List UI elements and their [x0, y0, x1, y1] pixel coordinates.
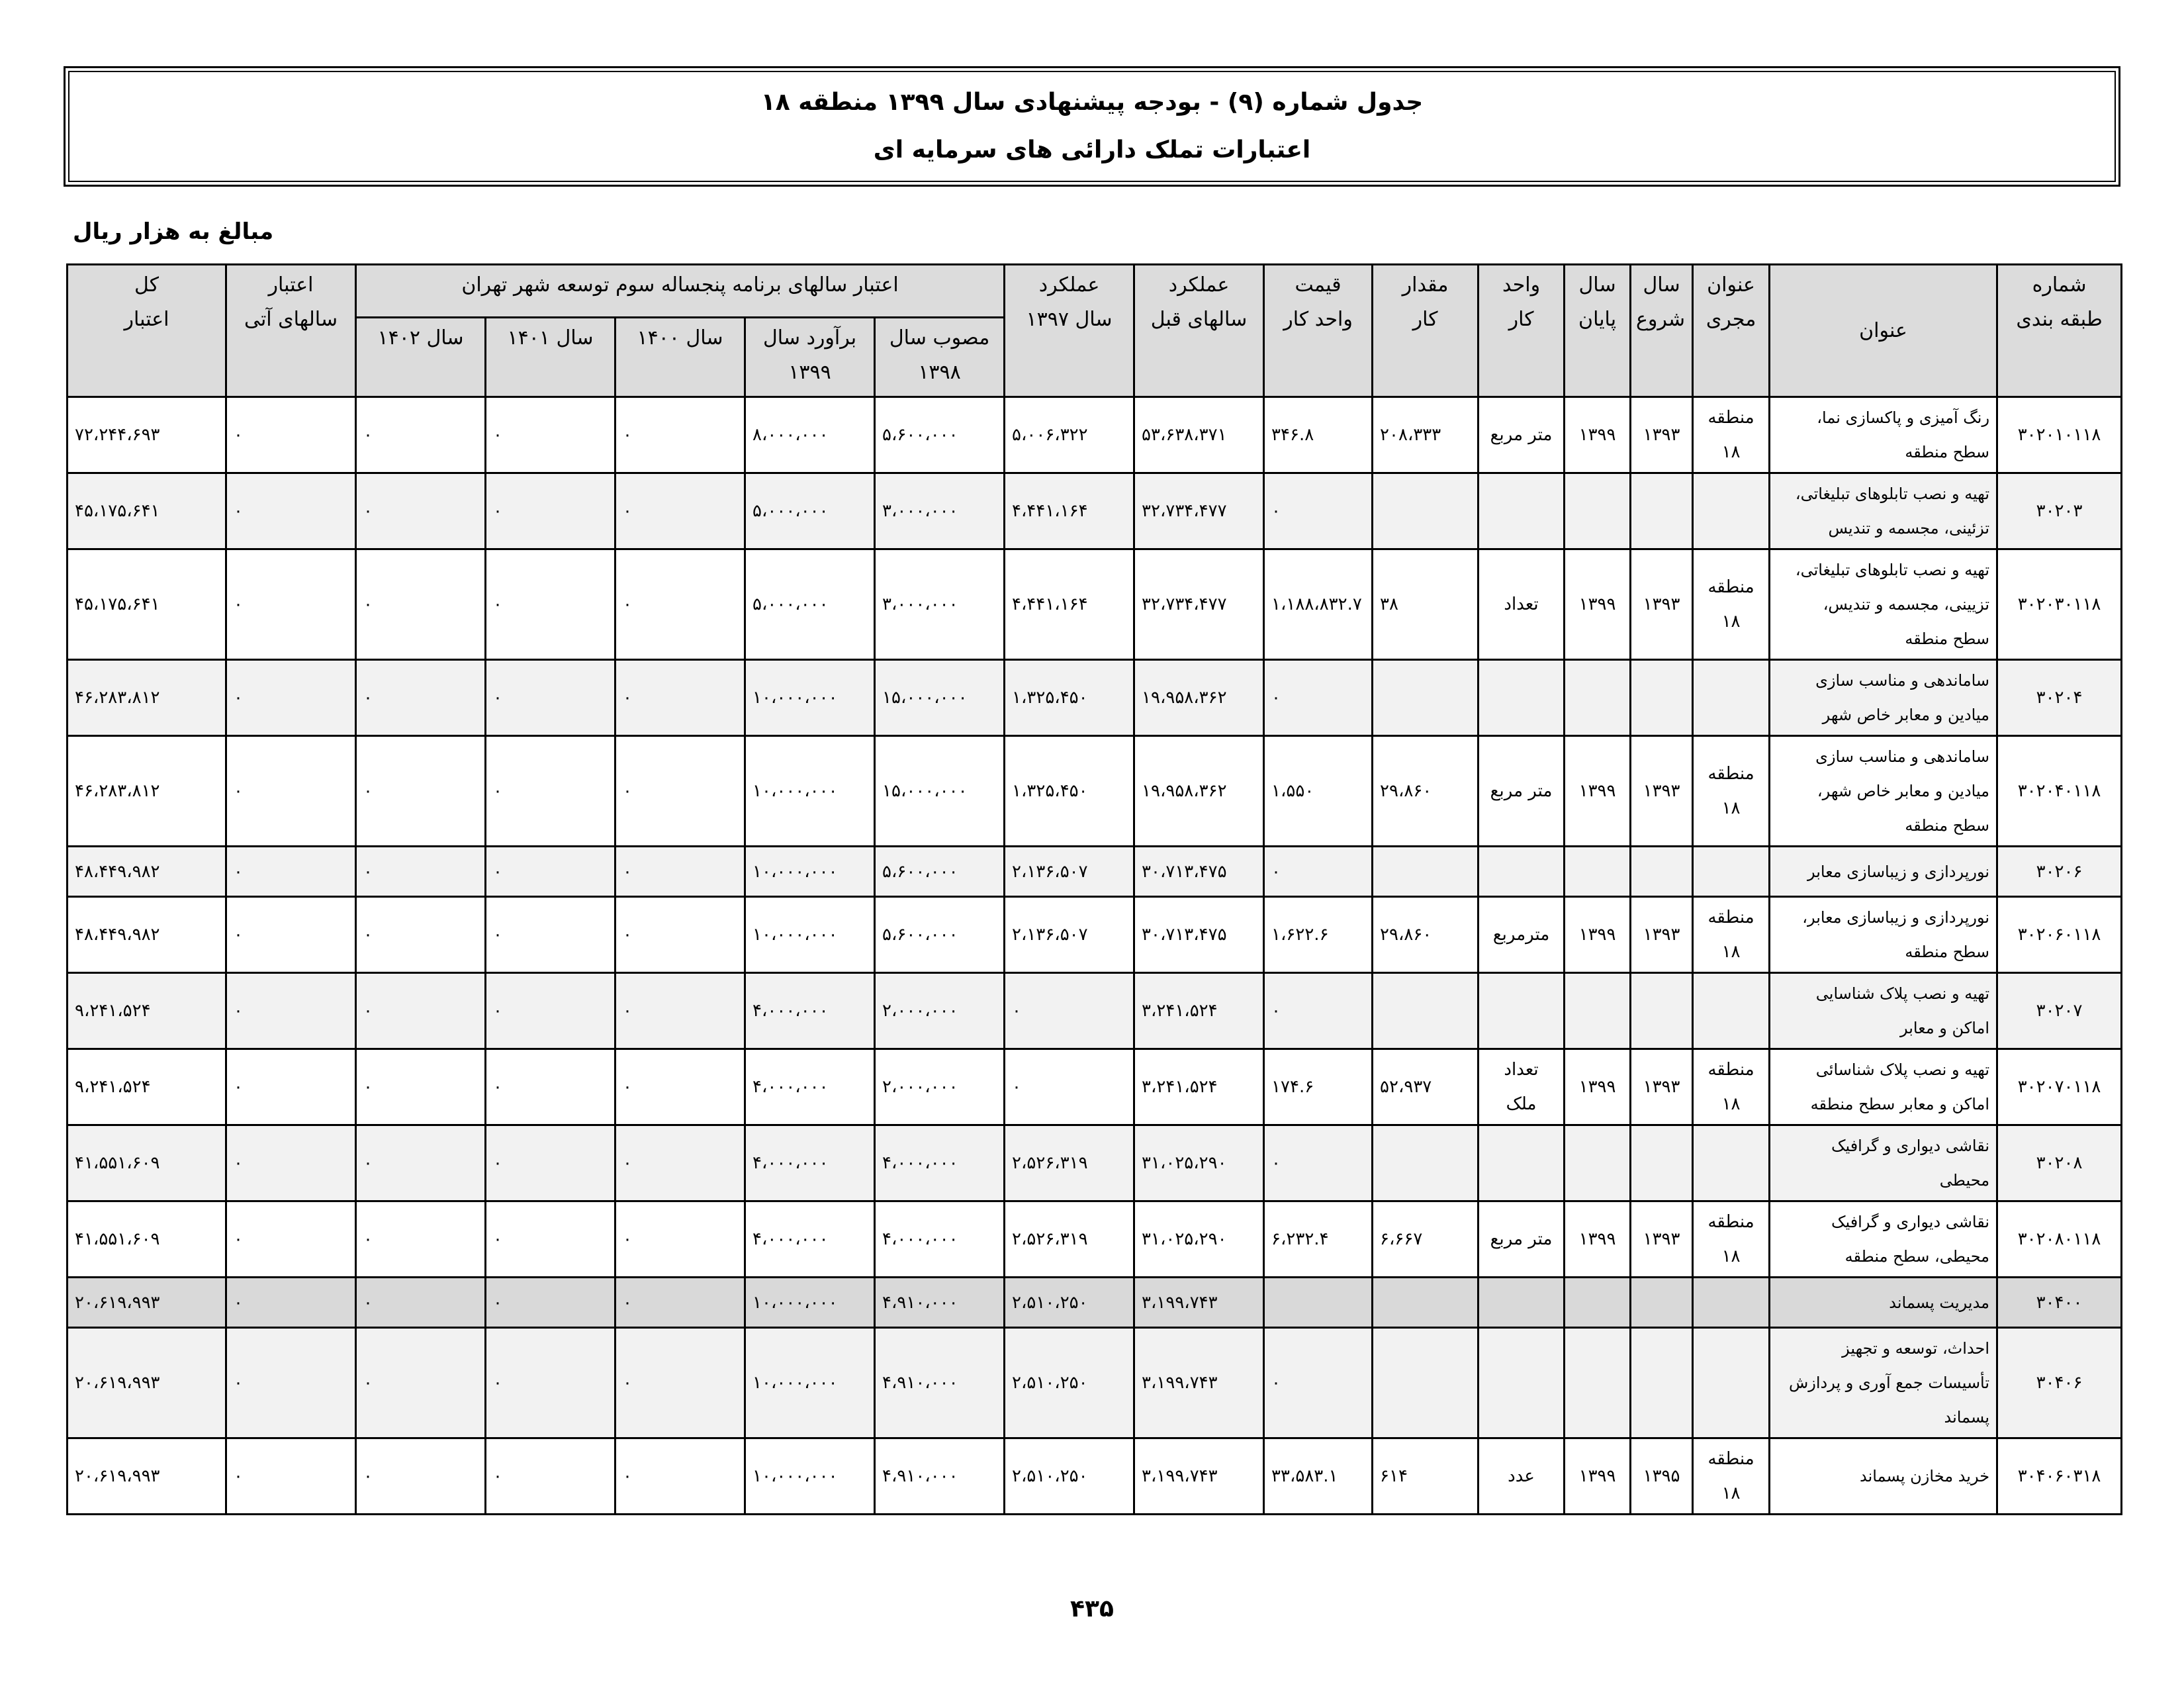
cell-prev-performance: ۳۲،۷۳۴،۴۷۷: [1134, 473, 1264, 549]
cell-estimate-1399: ۴،۰۰۰،۰۰۰: [745, 1125, 875, 1201]
cell-code: ۳۰۲۰۸۰۱۱۸: [1997, 1201, 2122, 1278]
cell-work-unit: متر مربع: [1479, 397, 1565, 473]
cell-future-credit: ۰: [226, 1438, 356, 1515]
cell-work-amount: ۲۹،۸۶۰: [1373, 736, 1479, 847]
cell-total-credit: ۴۶،۲۸۳،۸۱۲: [68, 660, 226, 736]
cell-total-credit: ۴۱،۵۵۱،۶۰۹: [68, 1201, 226, 1278]
cell-work-unit: [1479, 1278, 1565, 1328]
cell-start-year: [1631, 1328, 1693, 1438]
cell-total-credit: ۴۶،۲۸۳،۸۱۲: [68, 736, 226, 847]
cell-estimate-1399: ۱۰،۰۰۰،۰۰۰: [745, 847, 875, 897]
cell-approved-1398: ۴،۹۱۰،۰۰۰: [875, 1438, 1005, 1515]
table-row: [68, 1125, 2122, 1201]
table-row: [68, 736, 2122, 847]
header-approved-1398: مصوب سال ۱۳۹۸: [875, 318, 1005, 397]
table-row: [68, 473, 2122, 549]
cell-unit-price: ۱،۱۸۸،۸۳۲.۷: [1264, 549, 1373, 660]
cell-year-1400: ۰: [615, 660, 745, 736]
cell-year-1401: ۰: [486, 1125, 615, 1201]
cell-executor: [1693, 847, 1770, 897]
cell-future-credit: ۰: [226, 1049, 356, 1125]
cell-estimate-1399: ۵،۰۰۰،۰۰۰: [745, 549, 875, 660]
unit-note: مبالغ به هزار ریال: [73, 218, 274, 245]
cell-code: ۳۰۲۰۴: [1997, 660, 2122, 736]
cell-end-year: [1565, 660, 1631, 736]
title-inner: [68, 71, 2116, 182]
title-box: [64, 66, 2120, 187]
cell-end-year: [1565, 1125, 1631, 1201]
cell-year-1402: ۰: [356, 736, 486, 847]
cell-total-credit: ۴۵،۱۷۵،۶۴۱: [68, 473, 226, 549]
cell-future-credit: ۰: [226, 1278, 356, 1328]
cell-unit-price: ۰: [1264, 1125, 1373, 1201]
cell-year-1402: ۰: [356, 1125, 486, 1201]
cell-estimate-1399: ۱۰،۰۰۰،۰۰۰: [745, 1278, 875, 1328]
cell-executor: منطقه ۱۸: [1693, 736, 1770, 847]
cell-year-1402: ۰: [356, 473, 486, 549]
cell-future-credit: ۰: [226, 736, 356, 847]
cell-unit-price: ۳۳،۵۸۳.۱: [1264, 1438, 1373, 1515]
cell-prev-performance: ۳،۲۴۱،۵۲۴: [1134, 1049, 1264, 1125]
cell-end-year: [1565, 973, 1631, 1049]
cell-total-credit: ۴۸،۴۴۹،۹۸۲: [68, 897, 226, 973]
cell-executor: [1693, 1328, 1770, 1438]
cell-estimate-1399: ۱۰،۰۰۰،۰۰۰: [745, 660, 875, 736]
cell-future-credit: ۰: [226, 549, 356, 660]
header-unit-price: قیمت واحد کار: [1264, 265, 1373, 397]
cell-year-1402: ۰: [356, 1278, 486, 1328]
cell-year-1400: ۰: [615, 1328, 745, 1438]
cell-unit-price: ۰: [1264, 973, 1373, 1049]
header-code: شماره طبقه بندی: [1997, 265, 2122, 397]
header-prev-performance: عملکرد سالهای قبل: [1134, 265, 1264, 397]
cell-work-unit: متر مربع: [1479, 736, 1565, 847]
cell-unit-price: ۳۴۶.۸: [1264, 397, 1373, 473]
cell-unit-price: [1264, 1278, 1373, 1328]
cell-title: تهیه و نصب تابلوهای تبلیغاتی، تزئینی، مجسمه و تندیس: [1770, 473, 1997, 549]
cell-title: نورپردازی و زیباسازی معابر: [1770, 847, 1997, 897]
cell-work-amount: [1373, 973, 1479, 1049]
cell-prev-performance: ۳،۱۹۹،۷۴۳: [1134, 1438, 1264, 1515]
cell-prev-performance: ۳۰،۷۱۳،۴۷۵: [1134, 847, 1264, 897]
cell-code: ۳۰۲۰۷: [1997, 973, 2122, 1049]
table-row: [68, 1201, 2122, 1278]
cell-title: خرید مخازن پسماند: [1770, 1438, 1997, 1515]
cell-end-year: ۱۳۹۹: [1565, 736, 1631, 847]
cell-approved-1398: ۴،۰۰۰،۰۰۰: [875, 1125, 1005, 1201]
cell-total-credit: ۹،۲۴۱،۵۲۴: [68, 973, 226, 1049]
cell-prev-performance: ۳،۲۴۱،۵۲۴: [1134, 973, 1264, 1049]
cell-estimate-1399: ۴،۰۰۰،۰۰۰: [745, 1049, 875, 1125]
cell-work-unit: [1479, 973, 1565, 1049]
cell-approved-1398: ۵،۶۰۰،۰۰۰: [875, 847, 1005, 897]
cell-executor: منطقه ۱۸: [1693, 1049, 1770, 1125]
cell-unit-price: ۰: [1264, 847, 1373, 897]
cell-start-year: [1631, 660, 1693, 736]
cell-work-unit: عدد: [1479, 1438, 1565, 1515]
cell-year-1402: ۰: [356, 1438, 486, 1515]
cell-code: ۳۰۲۰۴۰۱۱۸: [1997, 736, 2122, 847]
cell-total-credit: ۲۰،۶۱۹،۹۹۳: [68, 1278, 226, 1328]
cell-total-credit: ۲۰،۶۱۹،۹۹۳: [68, 1328, 226, 1438]
header-future-credit: اعتبار سالهای آتی: [226, 265, 356, 397]
cell-work-unit: متر مربع: [1479, 1201, 1565, 1278]
cell-code: ۳۰۲۰۳۰۱۱۸: [1997, 549, 2122, 660]
cell-unit-price: ۰: [1264, 473, 1373, 549]
cell-year-1401: ۰: [486, 1201, 615, 1278]
cell-code: ۳۰۲۰۷۰۱۱۸: [1997, 1049, 2122, 1125]
table-row: [68, 660, 2122, 736]
cell-unit-price: ۱،۶۲۲.۶: [1264, 897, 1373, 973]
cell-start-year: [1631, 847, 1693, 897]
cell-start-year: ۱۳۹۵: [1631, 1438, 1693, 1515]
cell-unit-price: ۱،۵۵۰: [1264, 736, 1373, 847]
cell-start-year: [1631, 473, 1693, 549]
cell-start-year: ۱۳۹۳: [1631, 897, 1693, 973]
table-row: [68, 847, 2122, 897]
cell-performance-1397: ۲،۵۲۶،۳۱۹: [1005, 1125, 1134, 1201]
cell-future-credit: ۰: [226, 1201, 356, 1278]
table-row: [68, 1438, 2122, 1515]
cell-end-year: ۱۳۹۹: [1565, 1201, 1631, 1278]
cell-title: تهیه و نصب تابلوهای تبلیغاتی، تزیینی، مجسمه و تندیس، سطح منطقه: [1770, 549, 1997, 660]
cell-approved-1398: ۲،۰۰۰،۰۰۰: [875, 973, 1005, 1049]
cell-work-amount: [1373, 1125, 1479, 1201]
cell-year-1400: ۰: [615, 549, 745, 660]
header-start-year: سال شروع: [1631, 265, 1693, 397]
header-end-year: سال پایان: [1565, 265, 1631, 397]
cell-future-credit: ۰: [226, 1125, 356, 1201]
header-total-credit: کل اعتبار: [68, 265, 226, 397]
cell-work-amount: ۲۹،۸۶۰: [1373, 897, 1479, 973]
cell-year-1402: ۰: [356, 973, 486, 1049]
cell-year-1402: ۰: [356, 1049, 486, 1125]
cell-year-1400: ۰: [615, 1278, 745, 1328]
cell-year-1400: ۰: [615, 1201, 745, 1278]
cell-prev-performance: ۳۲،۷۳۴،۴۷۷: [1134, 549, 1264, 660]
cell-executor: [1693, 1278, 1770, 1328]
cell-total-credit: ۴۸،۴۴۹،۹۸۲: [68, 847, 226, 897]
cell-estimate-1399: ۸،۰۰۰،۰۰۰: [745, 397, 875, 473]
cell-start-year: ۱۳۹۳: [1631, 1201, 1693, 1278]
cell-year-1401: ۰: [486, 736, 615, 847]
page-number: ۴۳۵: [1070, 1595, 1114, 1622]
cell-title: احداث، توسعه و تجهیز تأسیسات جمع آوری و پردازش پسماند: [1770, 1328, 1997, 1438]
cell-future-credit: ۰: [226, 660, 356, 736]
cell-end-year: ۱۳۹۹: [1565, 897, 1631, 973]
budget-table: [66, 263, 2122, 1515]
cell-end-year: [1565, 847, 1631, 897]
cell-year-1402: ۰: [356, 1201, 486, 1278]
cell-executor: منطقه ۱۸: [1693, 1438, 1770, 1515]
cell-unit-price: ۰: [1264, 660, 1373, 736]
cell-performance-1397: ۲،۵۱۰،۲۵۰: [1005, 1438, 1134, 1515]
cell-unit-price: ۰: [1264, 1328, 1373, 1438]
cell-estimate-1399: ۴،۰۰۰،۰۰۰: [745, 1201, 875, 1278]
cell-year-1402: ۰: [356, 1328, 486, 1438]
cell-work-amount: [1373, 1278, 1479, 1328]
cell-year-1401: ۰: [486, 549, 615, 660]
cell-year-1401: ۰: [486, 397, 615, 473]
cell-prev-performance: ۳۱،۰۲۵،۲۹۰: [1134, 1201, 1264, 1278]
cell-code: ۳۰۲۰۳: [1997, 473, 2122, 549]
cell-total-credit: ۴۵،۱۷۵،۶۴۱: [68, 549, 226, 660]
cell-start-year: ۱۳۹۳: [1631, 736, 1693, 847]
cell-performance-1397: ۲،۵۱۰،۲۵۰: [1005, 1278, 1134, 1328]
cell-prev-performance: ۳۰،۷۱۳،۴۷۵: [1134, 897, 1264, 973]
cell-work-unit: [1479, 660, 1565, 736]
header-work-amount: مقدار کار: [1373, 265, 1479, 397]
cell-start-year: [1631, 973, 1693, 1049]
cell-approved-1398: ۵،۶۰۰،۰۰۰: [875, 397, 1005, 473]
cell-work-unit: [1479, 473, 1565, 549]
cell-code: ۳۰۲۰۸: [1997, 1125, 2122, 1201]
cell-start-year: ۱۳۹۳: [1631, 397, 1693, 473]
cell-start-year: [1631, 1278, 1693, 1328]
table-row: [68, 1049, 2122, 1125]
cell-approved-1398: ۱۵،۰۰۰،۰۰۰: [875, 660, 1005, 736]
budget-body: [68, 397, 2122, 1515]
cell-end-year: ۱۳۹۹: [1565, 549, 1631, 660]
cell-code: ۳۰۴۰۶: [1997, 1328, 2122, 1438]
header-executor: عنوان مجری: [1693, 265, 1770, 397]
header-plan-group: اعتبار سالهای برنامه پنجساله سوم توسعه شهر تهران: [356, 265, 1005, 318]
cell-year-1400: ۰: [615, 397, 745, 473]
cell-start-year: [1631, 1125, 1693, 1201]
cell-estimate-1399: ۱۰،۰۰۰،۰۰۰: [745, 736, 875, 847]
cell-title: ساماندهی و مناسب سازی میادین و معابر خاص شهر: [1770, 660, 1997, 736]
cell-estimate-1399: ۱۰،۰۰۰،۰۰۰: [745, 1328, 875, 1438]
cell-performance-1397: ۴،۴۴۱،۱۶۴: [1005, 549, 1134, 660]
cell-year-1401: ۰: [486, 973, 615, 1049]
cell-code: ۳۰۲۰۶: [1997, 847, 2122, 897]
cell-approved-1398: ۳،۰۰۰،۰۰۰: [875, 549, 1005, 660]
cell-future-credit: ۰: [226, 473, 356, 549]
cell-year-1400: ۰: [615, 897, 745, 973]
cell-performance-1397: ۴،۴۴۱،۱۶۴: [1005, 473, 1134, 549]
cell-executor: منطقه ۱۸: [1693, 1201, 1770, 1278]
cell-work-unit: [1479, 847, 1565, 897]
cell-work-amount: [1373, 1328, 1479, 1438]
cell-approved-1398: ۴،۹۱۰،۰۰۰: [875, 1278, 1005, 1328]
cell-year-1401: ۰: [486, 1328, 615, 1438]
cell-estimate-1399: ۱۰،۰۰۰،۰۰۰: [745, 1438, 875, 1515]
cell-executor: [1693, 1125, 1770, 1201]
cell-executor: منطقه ۱۸: [1693, 397, 1770, 473]
cell-year-1400: ۰: [615, 1438, 745, 1515]
cell-estimate-1399: ۴،۰۰۰،۰۰۰: [745, 973, 875, 1049]
cell-work-amount: ۳۸: [1373, 549, 1479, 660]
cell-approved-1398: ۳،۰۰۰،۰۰۰: [875, 473, 1005, 549]
cell-year-1400: ۰: [615, 736, 745, 847]
cell-future-credit: ۰: [226, 897, 356, 973]
cell-work-amount: ۵۲،۹۳۷: [1373, 1049, 1479, 1125]
cell-year-1401: ۰: [486, 1438, 615, 1515]
header-estimate-1399: برآورد سال ۱۳۹۹: [745, 318, 875, 397]
cell-year-1402: ۰: [356, 549, 486, 660]
table-row: [68, 549, 2122, 660]
cell-year-1401: ۰: [486, 660, 615, 736]
cell-title: نقاشی دیواری و گرافیک محیطی، سطح منطقه: [1770, 1201, 1997, 1278]
cell-year-1400: ۰: [615, 973, 745, 1049]
document-subtitle: اعتبارات تملک دارائی های سرمایه ای: [873, 136, 1311, 164]
cell-total-credit: ۷۲،۲۴۴،۶۹۳: [68, 397, 226, 473]
cell-prev-performance: ۱۹،۹۵۸،۳۶۲: [1134, 736, 1264, 847]
cell-performance-1397: ۱،۳۲۵،۴۵۰: [1005, 660, 1134, 736]
cell-unit-price: ۱۷۴.۶: [1264, 1049, 1373, 1125]
cell-prev-performance: ۳۱،۰۲۵،۲۹۰: [1134, 1125, 1264, 1201]
cell-prev-performance: ۵۳،۶۳۸،۳۷۱: [1134, 397, 1264, 473]
cell-approved-1398: ۴،۰۰۰،۰۰۰: [875, 1201, 1005, 1278]
cell-work-amount: ۶۱۴: [1373, 1438, 1479, 1515]
cell-work-amount: [1373, 473, 1479, 549]
cell-year-1401: ۰: [486, 1278, 615, 1328]
table-row: [68, 1328, 2122, 1438]
cell-work-amount: ۲۰۸،۳۳۳: [1373, 397, 1479, 473]
cell-work-unit: مترمربع: [1479, 897, 1565, 973]
cell-year-1402: ۰: [356, 847, 486, 897]
cell-performance-1397: ۰: [1005, 1049, 1134, 1125]
header-title: عنوان: [1770, 265, 1997, 397]
cell-year-1401: ۰: [486, 897, 615, 973]
cell-prev-performance: ۳،۱۹۹،۷۴۳: [1134, 1278, 1264, 1328]
header-work-unit: واحد کار: [1479, 265, 1565, 397]
cell-work-unit: تعداد: [1479, 549, 1565, 660]
table-row: [68, 397, 2122, 473]
header-year-1401: سال ۱۴۰۱: [486, 318, 615, 397]
cell-approved-1398: ۴،۹۱۰،۰۰۰: [875, 1328, 1005, 1438]
cell-code: ۳۰۴۰۰: [1997, 1278, 2122, 1328]
cell-title: نورپردازی و زیباسازی معابر، سطح منطقه: [1770, 897, 1997, 973]
cell-work-amount: ۶،۶۶۷: [1373, 1201, 1479, 1278]
cell-work-unit: [1479, 1125, 1565, 1201]
document-title: جدول شماره (۹) - بودجه پیشنهادی سال ۱۳۹۹ منطقه ۱۸: [760, 89, 1424, 116]
cell-total-credit: ۹،۲۴۱،۵۲۴: [68, 1049, 226, 1125]
cell-work-amount: [1373, 847, 1479, 897]
cell-performance-1397: ۵،۰۰۶،۳۲۲: [1005, 397, 1134, 473]
cell-work-unit: [1479, 1328, 1565, 1438]
cell-work-unit: تعداد ملک: [1479, 1049, 1565, 1125]
cell-performance-1397: ۲،۱۳۶،۵۰۷: [1005, 847, 1134, 897]
cell-executor: [1693, 660, 1770, 736]
cell-year-1402: ۰: [356, 897, 486, 973]
cell-start-year: ۱۳۹۳: [1631, 1049, 1693, 1125]
table-row: [68, 973, 2122, 1049]
cell-code: ۳۰۲۰۶۰۱۱۸: [1997, 897, 2122, 973]
cell-year-1401: ۰: [486, 1049, 615, 1125]
cell-year-1400: ۰: [615, 473, 745, 549]
cell-estimate-1399: ۵،۰۰۰،۰۰۰: [745, 473, 875, 549]
cell-title: تهیه و نصب پلاک شناسائی اماکن و معابر سطح منطقه: [1770, 1049, 1997, 1125]
cell-code: ۳۰۲۰۱۰۱۱۸: [1997, 397, 2122, 473]
cell-year-1401: ۰: [486, 847, 615, 897]
header-year-1402: سال ۱۴۰۲: [356, 318, 486, 397]
table-row: [68, 897, 2122, 973]
header-performance-1397: عملکرد سال ۱۳۹۷: [1005, 265, 1134, 397]
cell-performance-1397: ۰: [1005, 973, 1134, 1049]
cell-end-year: [1565, 1328, 1631, 1438]
cell-title: تهیه و نصب پلاک شناسایی اماکن و معابر: [1770, 973, 1997, 1049]
table-row: [68, 1278, 2122, 1328]
cell-year-1402: ۰: [356, 660, 486, 736]
cell-estimate-1399: ۱۰،۰۰۰،۰۰۰: [745, 897, 875, 973]
cell-performance-1397: ۲،۵۲۶،۳۱۹: [1005, 1201, 1134, 1278]
cell-end-year: [1565, 473, 1631, 549]
cell-executor: [1693, 473, 1770, 549]
cell-end-year: ۱۳۹۹: [1565, 1438, 1631, 1515]
cell-end-year: [1565, 1278, 1631, 1328]
cell-total-credit: ۴۱،۵۵۱،۶۰۹: [68, 1125, 226, 1201]
cell-future-credit: ۰: [226, 1328, 356, 1438]
cell-prev-performance: ۳،۱۹۹،۷۴۳: [1134, 1328, 1264, 1438]
cell-code: ۳۰۴۰۶۰۳۱۸: [1997, 1438, 2122, 1515]
cell-executor: منطقه ۱۸: [1693, 897, 1770, 973]
cell-performance-1397: ۱،۳۲۵،۴۵۰: [1005, 736, 1134, 847]
cell-executor: [1693, 973, 1770, 1049]
cell-title: مدیریت پسماند: [1770, 1278, 1997, 1328]
cell-executor: منطقه ۱۸: [1693, 549, 1770, 660]
cell-title: ساماندهی و مناسب سازی میادین و معابر خاص شهر، سطح منطقه: [1770, 736, 1997, 847]
cell-year-1400: ۰: [615, 847, 745, 897]
cell-year-1400: ۰: [615, 1125, 745, 1201]
cell-year-1400: ۰: [615, 1049, 745, 1125]
cell-performance-1397: ۲،۱۳۶،۵۰۷: [1005, 897, 1134, 973]
cell-year-1402: ۰: [356, 397, 486, 473]
cell-future-credit: ۰: [226, 973, 356, 1049]
cell-end-year: ۱۳۹۹: [1565, 1049, 1631, 1125]
cell-prev-performance: ۱۹،۹۵۸،۳۶۲: [1134, 660, 1264, 736]
cell-future-credit: ۰: [226, 397, 356, 473]
header-year-1400: سال ۱۴۰۰: [615, 318, 745, 397]
cell-title: نقاشی دیواری و گرافیک محیطی: [1770, 1125, 1997, 1201]
cell-start-year: ۱۳۹۳: [1631, 549, 1693, 660]
cell-approved-1398: ۵،۶۰۰،۰۰۰: [875, 897, 1005, 973]
cell-total-credit: ۲۰،۶۱۹،۹۹۳: [68, 1438, 226, 1515]
cell-approved-1398: ۱۵،۰۰۰،۰۰۰: [875, 736, 1005, 847]
cell-title: رنگ آمیزی و پاکسازی نما، سطح منطقه: [1770, 397, 1997, 473]
cell-year-1401: ۰: [486, 473, 615, 549]
cell-approved-1398: ۲،۰۰۰،۰۰۰: [875, 1049, 1005, 1125]
cell-work-amount: [1373, 660, 1479, 736]
cell-future-credit: ۰: [226, 847, 356, 897]
cell-unit-price: ۶،۲۳۲.۴: [1264, 1201, 1373, 1278]
cell-performance-1397: ۲،۵۱۰،۲۵۰: [1005, 1328, 1134, 1438]
cell-end-year: ۱۳۹۹: [1565, 397, 1631, 473]
